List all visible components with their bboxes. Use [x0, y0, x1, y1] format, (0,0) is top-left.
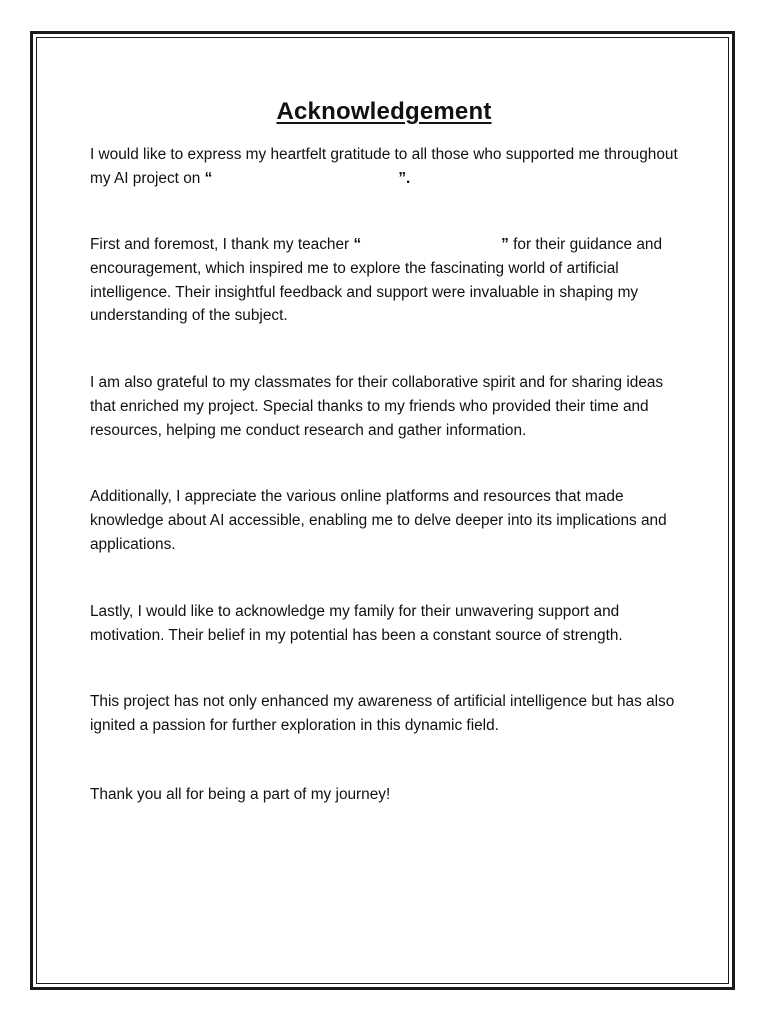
paragraph-project-impact: This project has not only enhanced my awareness of artificial intelligence but has also ignited a passion for further exploration in this dynamic field. [90, 693, 675, 734]
paragraph-family: Lastly, I would like to acknowledge my family for their unwavering support and motivation. Their belief in my potential has been a constant source of strength. [90, 603, 623, 644]
page-title: Acknowledgement [276, 98, 492, 125]
open-quote: “ [353, 236, 362, 253]
open-quote: “ [204, 169, 213, 187]
paragraph-online-resources: Additionally, I appreciate the various online platforms and resources that made knowledge about AI accessible, enabling me to delve deeper into its implications and applications. [90, 488, 667, 553]
paragraph-teacher [90, 233, 680, 328]
paragraph-project-intro [90, 143, 680, 191]
paragraph-text: I would like to express my heartfelt gratitude to all those who supported me throughout my AI project on [90, 146, 678, 187]
paragraph-closing: Thank you all for being a part of my journey! [90, 786, 391, 803]
close-quote: ” [501, 236, 509, 253]
paragraph-text: First and foremost, I thank my teacher [90, 236, 354, 253]
close-quote: ” [398, 169, 407, 187]
paragraph-classmates: I am also grateful to my classmates for their collaborative spirit and for sharing ideas that enriched my project. Special thanks to my friends who provided their time and resources, helping me conduct research and gather information. [90, 374, 664, 439]
paragraph-period: . [406, 169, 411, 187]
paragraph-text: for their guidance and encouragement, which inspired me to explore the fascinating world of artificial intelligence. Their insightful feedback and support were invaluable in shaping my understanding of the subject. [90, 236, 663, 325]
